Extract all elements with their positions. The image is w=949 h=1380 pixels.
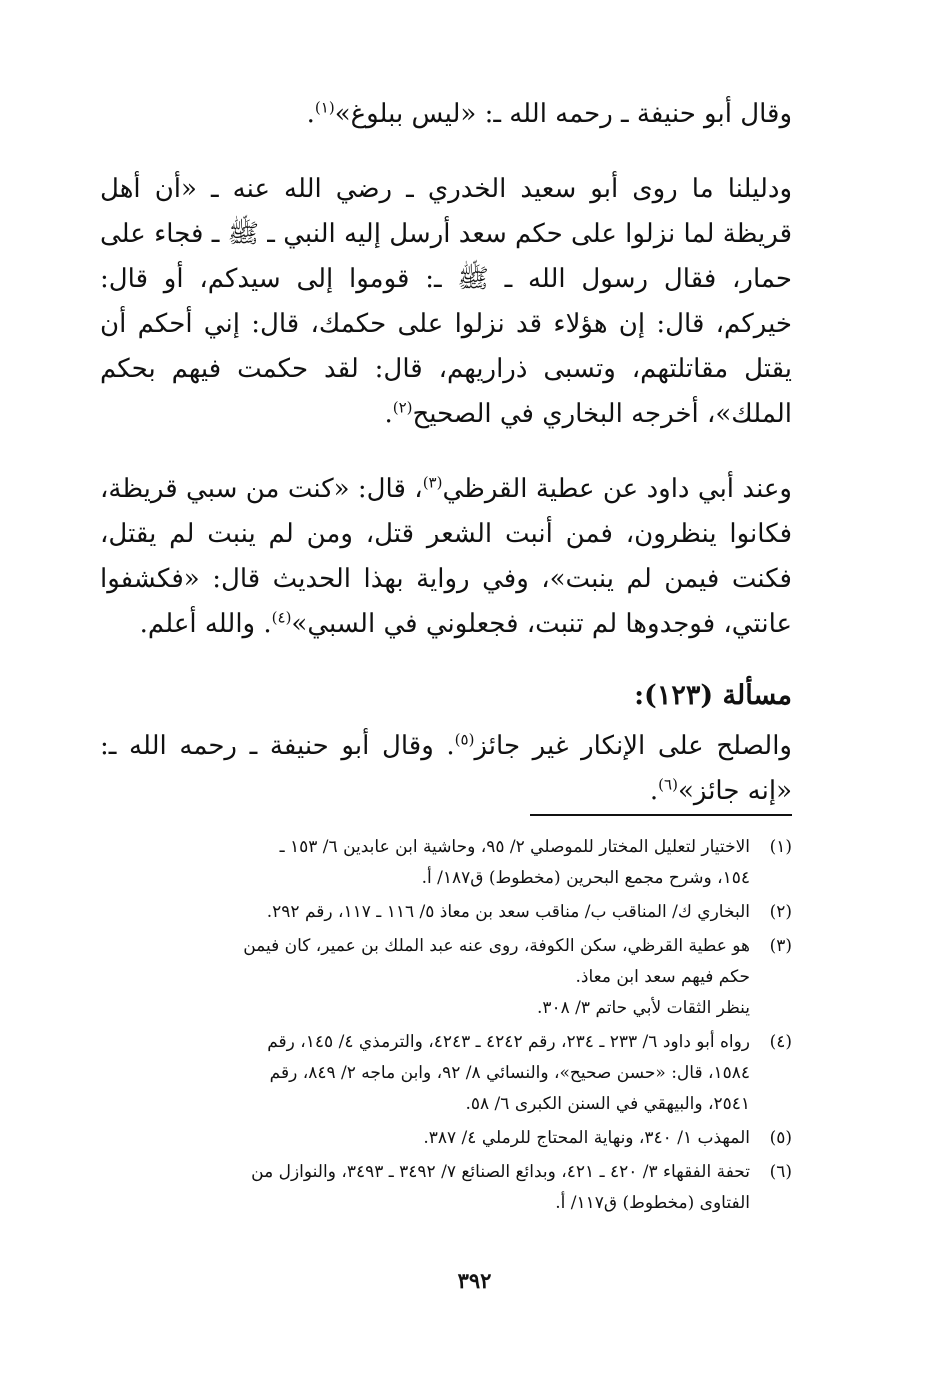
masala-tail: .	[649, 776, 659, 806]
footnotes	[100, 832, 792, 1222]
paragraph-2-tail: .	[384, 399, 393, 429]
footnote-line: حكم فيهم سعد ابن معاذ.	[575, 967, 750, 987]
paragraph-3-tail: . والله أعلم.	[139, 609, 272, 639]
footnote-line: رواه أبو داود ٦/ ٢٣٣ ـ ٢٣٤، رقم ٤٢٤٢ ـ ٤٢٤٣، والترمذي ٤/ ١٤٥، رقم	[267, 1032, 750, 1052]
footnote-number: (١)	[769, 837, 792, 857]
page-body	[100, 92, 792, 1213]
footnote-text	[100, 1157, 750, 1219]
paragraph-1-tail: .	[306, 99, 315, 129]
footnote-line: هو عطية القرظي، سكن الكوفة، روى عنه عبد الملك بن عمير، كان فيمن	[243, 936, 750, 956]
paragraph-1	[100, 92, 792, 137]
footnote-number: (٥)	[769, 1128, 792, 1148]
footnote-line: الفتاوى (مخطوط) ق١١٧/ أ.	[555, 1193, 750, 1213]
footnote-number: (٣)	[769, 936, 792, 956]
footnote-line: ينظر الثقات لأبي حاتم ٣/ ٣٠٨.	[536, 998, 750, 1018]
footnote-5	[100, 1123, 792, 1154]
footnote-ref-6[interactable]: (٦)	[658, 775, 678, 794]
footnote-line: ١٥٨٤، قال: «حسن صحيح»، والنسائي ٨/ ٩٢، وابن ماجه ٢/ ٨٤٩، رقم	[269, 1063, 750, 1083]
footnote-ref-1[interactable]: (١)	[314, 98, 335, 117]
footnote-ref-2[interactable]: (٢)	[392, 398, 413, 417]
masala-heading: مسألة (١٢٣):	[634, 680, 792, 711]
masala-text-b: . وقال أبو حنيفة ـ رحمه الله ـ: «إنه جائز»	[100, 731, 792, 806]
footnote-line: تحفة الفقهاء ٣/ ٤٢٠ ـ ٤٢١، وبدائع الصنائع ٧/ ٣٤٩٢ ـ ٣٤٩٣، والنوازل من	[251, 1162, 750, 1182]
paragraph-2	[100, 167, 792, 437]
footnote-ref-3[interactable]: (٣)	[422, 473, 443, 492]
footnote-number: (٦)	[769, 1162, 792, 1182]
footnote-text	[100, 832, 750, 894]
footnote-2	[100, 897, 792, 928]
page-number: ٣٩٢	[457, 1268, 492, 1293]
footnote-line: ١٥٤، وشرح مجمع البحرين (مخطوط) ق١٨٧/ أ.	[421, 868, 750, 888]
footnote-text	[100, 1027, 750, 1120]
footnote-line: ٢٥٤١، والبيهقي في السنن الكبرى ٦/ ٥٨.	[465, 1094, 750, 1114]
footnote-ref-4[interactable]: (٤)	[271, 608, 292, 627]
masala-paragraph	[100, 724, 792, 814]
footnote-6	[100, 1157, 792, 1219]
paragraph-1-text: وقال أبو حنيفة ـ رحمه الله ـ: «ليس ببلوغ»	[334, 99, 792, 129]
footnote-ref-5[interactable]: (٥)	[454, 730, 475, 749]
paragraph-2-text: ودليلنا ما روى أبو سعيد الخدري ـ رضي الله عنه ـ «أن أهل قريظة لما نزلوا على حكم سعد أرسل إليه النبي ـ ﷺ ـ فجاء على حمار، فقال رسول الله ـ ﷺ ـ: قوموا إلى سيدكم، أو قال: خيركم، قال: إن هؤلاء قد نزلوا على حكمك، قال: إني أحكم أن يقتل مقاتلتهم، وتسبى ذراريهم، قال: لقد حكمت فيهم بحكم الملك»، أخرجه البخاري في الصحيح	[100, 174, 792, 429]
footnote-separator	[530, 814, 792, 816]
paragraph-3-text-a: وعند أبي داود عن عطية القرظي	[442, 474, 792, 504]
masala-text-a: والصلح على الإنكار غير جائز	[474, 731, 792, 761]
footnote-line: البخاري ك/ المناقب ب/ مناقب سعد بن معاذ ٥/ ١١٦ ـ ١١٧، رقم ٢٩٢.	[266, 902, 750, 922]
paragraph-3-text-b: ، قال: «كنت من سبي قريظة، فكانوا ينظرون، فمن أنبت الشعر قتل، ومن لم ينبت لم يقتل، فكنت فيمن لم ينبت»، وفي رواية بهذا الحديث قال: «فكشفوا عانتي، فوجدوها لم تنبت، فجعلوني في السبي»	[100, 474, 792, 639]
paragraph-3	[100, 467, 792, 647]
footnote-text	[100, 931, 750, 1024]
footnote-line: الاختيار لتعليل المختار للموصلي ٢/ ٩٥، وحاشية ابن عابدين ٦/ ١٥٣ ـ	[279, 837, 750, 857]
footnote-1	[100, 832, 792, 894]
footnote-line: المهذب ١/ ٣٤٠، ونهاية المحتاج للرملي ٤/ ٣٨٧.	[423, 1128, 750, 1148]
footnote-number: (٤)	[769, 1032, 792, 1052]
footnote-text	[100, 1123, 750, 1154]
footnote-number: (٢)	[769, 902, 792, 922]
footnote-text	[100, 897, 750, 928]
footnote-3	[100, 931, 792, 1024]
footnote-4	[100, 1027, 792, 1120]
